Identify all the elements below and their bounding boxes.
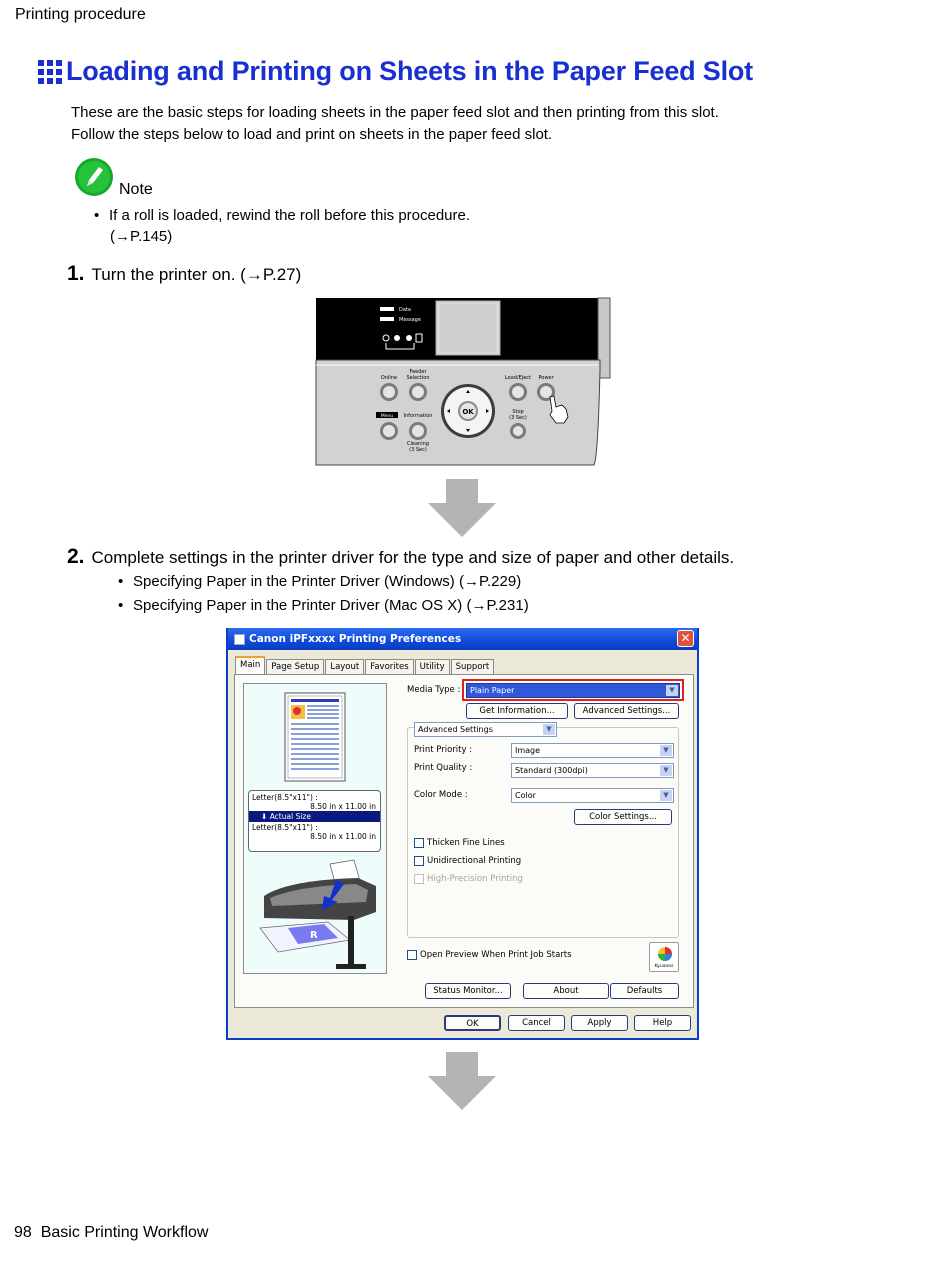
step-2 [67,545,734,569]
intro-line-2: Follow the steps below to load and print on sheets in the paper feed slot. [71,126,553,143]
ok-button[interactable]: OK [444,1015,501,1031]
down-arrow-icon [426,477,498,539]
color-mode-select[interactable]: Color ▼ [511,788,674,803]
status-monitor-button[interactable]: Status Monitor... [425,983,511,999]
media-type-label: Media Type : [407,685,461,695]
page-title [38,56,753,87]
printer-control-panel [314,297,612,467]
actual-size-row: ⬇ Actual Size [249,811,380,822]
color-settings-button[interactable]: Color Settings... [574,809,672,825]
main-tab-panel [234,674,694,1008]
load-eject-label: Load/Eject [504,375,532,381]
tab-main[interactable]: Main [235,656,265,674]
chevron-down-icon: ▼ [660,745,672,756]
svg-text:R: R [310,930,318,941]
output-size-label: Letter(8.5"x11") : [252,823,318,832]
defaults-button[interactable]: Defaults [610,983,679,999]
thicken-fine-lines-checkbox[interactable]: Thicken Fine Lines [414,838,505,848]
print-priority-label: Print Priority : [414,745,473,755]
grid-icon [38,60,62,84]
dialog-titlebar: Canon iPFxxxx Printing Preferences [228,628,697,650]
advanced-settings-button[interactable]: Advanced Settings... [574,703,679,719]
information-label: Information [403,413,433,419]
message-led-label: Message [399,317,421,323]
running-header: Printing procedure [15,6,146,23]
open-preview-checkbox[interactable]: Open Preview When Print Job Starts [407,950,572,960]
svg-text:(3 Sec): (3 Sec) [409,447,427,453]
tab-page-setup[interactable]: Page Setup [266,659,324,674]
power-label: Power [538,375,554,381]
online-label: Online [380,375,398,381]
chevron-down-icon: ▼ [660,790,672,801]
print-priority-select[interactable]: Image ▼ [511,743,674,758]
note-ref-link[interactable]: (→P.145) [110,228,173,245]
svg-text:Selection: Selection [406,375,430,381]
color-wheel-icon [657,946,673,962]
apply-button[interactable]: Apply [571,1015,628,1031]
close-icon[interactable]: ✕ [677,630,694,647]
svg-text:Feeder: Feeder [409,369,427,375]
print-quality-select[interactable]: Standard (300dpi) ▼ [511,763,674,778]
print-preview-pane [243,683,387,974]
size-info-box [248,790,381,852]
arrow-down-icon: ⬇ [261,812,268,821]
chevron-down-icon: ▼ [543,724,555,735]
link-macos-driver[interactable]: • Specifying Paper in the Printer Driver (Mac OS X) (→P.231) [118,597,529,614]
footer-section: Basic Printing Workflow [40,1224,209,1241]
ok-label: OK [462,408,474,416]
color-mode-label: Color Mode : [414,790,468,800]
link-windows-driver[interactable]: • Specifying Paper in the Printer Driver (Windows) (→P.229) [118,573,522,590]
svg-text:Stop: Stop [512,409,524,415]
chevron-down-icon: ▼ [660,765,672,776]
tab-bar [235,656,495,674]
source-size-dim: 8.50 in x 11.00 in [310,802,376,811]
about-button[interactable]: About [523,983,609,999]
kyuanos-button[interactable]: Kyuanos [649,942,679,972]
note-label: Note [119,181,153,198]
high-precision-printing-checkbox: High-Precision Printing [414,874,523,884]
printer-icon [234,634,245,645]
page-thumbnail [284,692,346,782]
step-1 [67,262,301,286]
printer-illustration [258,856,378,974]
svg-text:Cleaning: Cleaning [407,441,429,447]
help-button[interactable]: Help [634,1015,691,1031]
unidirectional-printing-checkbox[interactable]: Unidirectional Printing [414,856,521,866]
data-led-label: Data [399,307,411,313]
chevron-down-icon: ▼ [666,685,678,696]
step-text: Turn the printer on. (→P.27) [91,265,302,284]
tab-support[interactable]: Support [451,659,495,674]
step-number: 2. [67,545,85,568]
get-information-button[interactable]: Get Information... [466,703,568,719]
page-number: 98 [14,1224,32,1241]
intro-line-1: These are the basic steps for loading sheets in the paper feed slot and then printing from this slot. [71,104,719,121]
advanced-settings-group [407,727,679,938]
tab-layout[interactable]: Layout [325,659,364,674]
svg-text:(3 Sec): (3 Sec) [509,415,527,421]
menu-label: Menu [380,414,394,419]
advanced-settings-select[interactable]: Advanced Settings ▼ [414,722,557,737]
note-pencil-icon [74,157,114,197]
note-bullet: • If a roll is loaded, rewind the roll before this procedure. [94,207,471,224]
step-text: Complete settings in the printer driver for the type and size of paper and other details. [91,548,735,567]
media-type-select[interactable]: Plain Paper ▼ [466,683,680,698]
step-number: 1. [67,262,85,285]
tab-favorites[interactable]: Favorites [365,659,413,674]
title-text: Loading and Printing on Sheets in the Paper Feed Slot [66,56,753,86]
source-size-label: Letter(8.5"x11") : [252,793,318,802]
page-footer [14,1224,208,1242]
print-quality-label: Print Quality : [414,763,473,773]
down-arrow-icon [426,1050,498,1112]
output-size-dim: 8.50 in x 11.00 in [310,832,376,841]
tab-utility[interactable]: Utility [415,659,450,674]
printing-preferences-dialog [226,628,699,1040]
cancel-button[interactable]: Cancel [508,1015,565,1031]
